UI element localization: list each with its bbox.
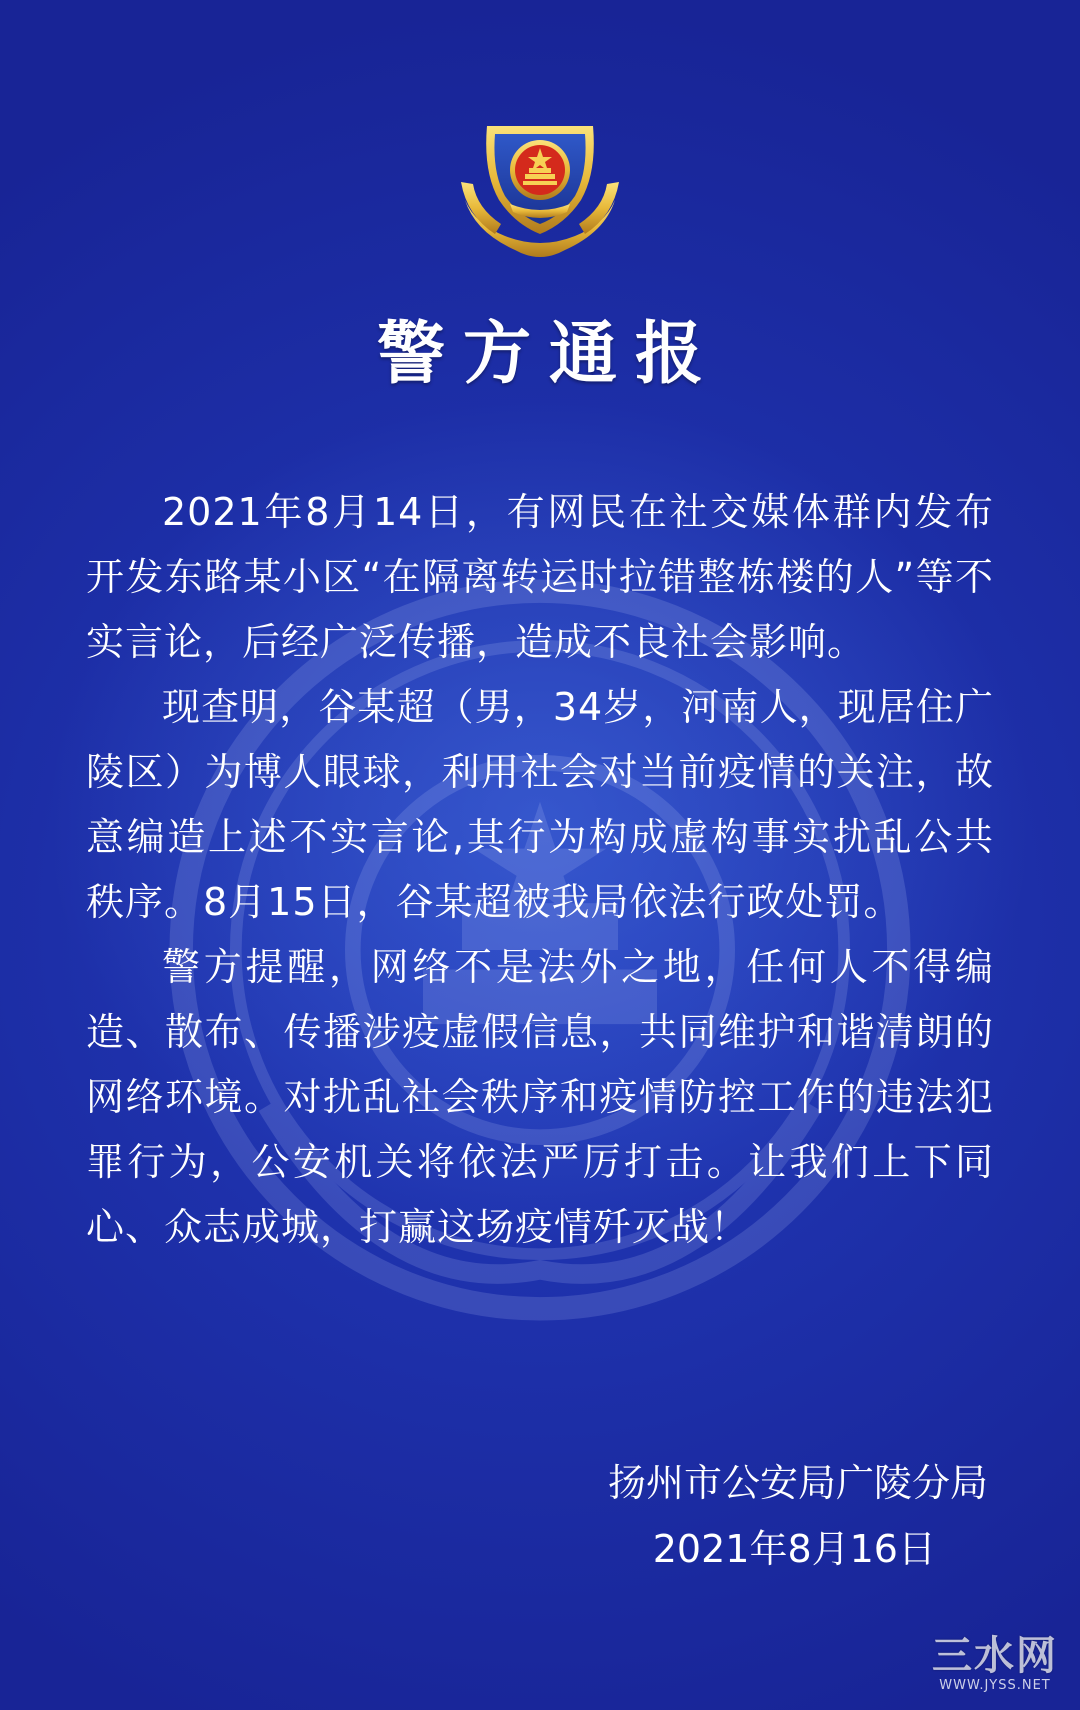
issuer-name: 扬州市公安局广陵分局 (607, 1461, 988, 1505)
police-badge-icon (455, 112, 625, 272)
notice-title: 警方通报 (376, 314, 721, 394)
notice-signature (608, 1450, 988, 1582)
site-watermark (932, 1634, 1058, 1694)
notice-paragraph-3: 警方提醒，网络不是法外之地，任何人不得编造、散布、传播涉疫虚假信息，共同维护和谐清朗的网络环境。对扰乱社会秩序和疫情防控工作的违法犯罪行为，公安机关将依法严厉打击。让我们上下同心、众志成城，打赢这场疫情歼灭战！ (86, 945, 994, 1249)
notice-paragraph-1: 2021年8月14日，有网民在社交媒体群内发布开发东路某小区“在隔离转运时拉错整栋楼的人”等不实言论，后经广泛传播，造成不良社会影响。 (86, 490, 994, 664)
notice-body (86, 480, 994, 1260)
notice-paragraph-2: 现查明，谷某超（男，34岁，河南人，现居住广陵区）为博人眼球，利用社会对当前疫情的关注，故意编造上述不实言论,其行为构成虚构事实扰乱公共秩序。8月15日，谷某超被我局依法行政处罚。 (86, 685, 994, 924)
site-watermark-name: 三水网 (932, 1633, 1058, 1679)
issue-date: 2021年8月16日 (652, 1527, 936, 1571)
site-watermark-url: WWW.JYSS.NET (939, 1678, 1051, 1693)
